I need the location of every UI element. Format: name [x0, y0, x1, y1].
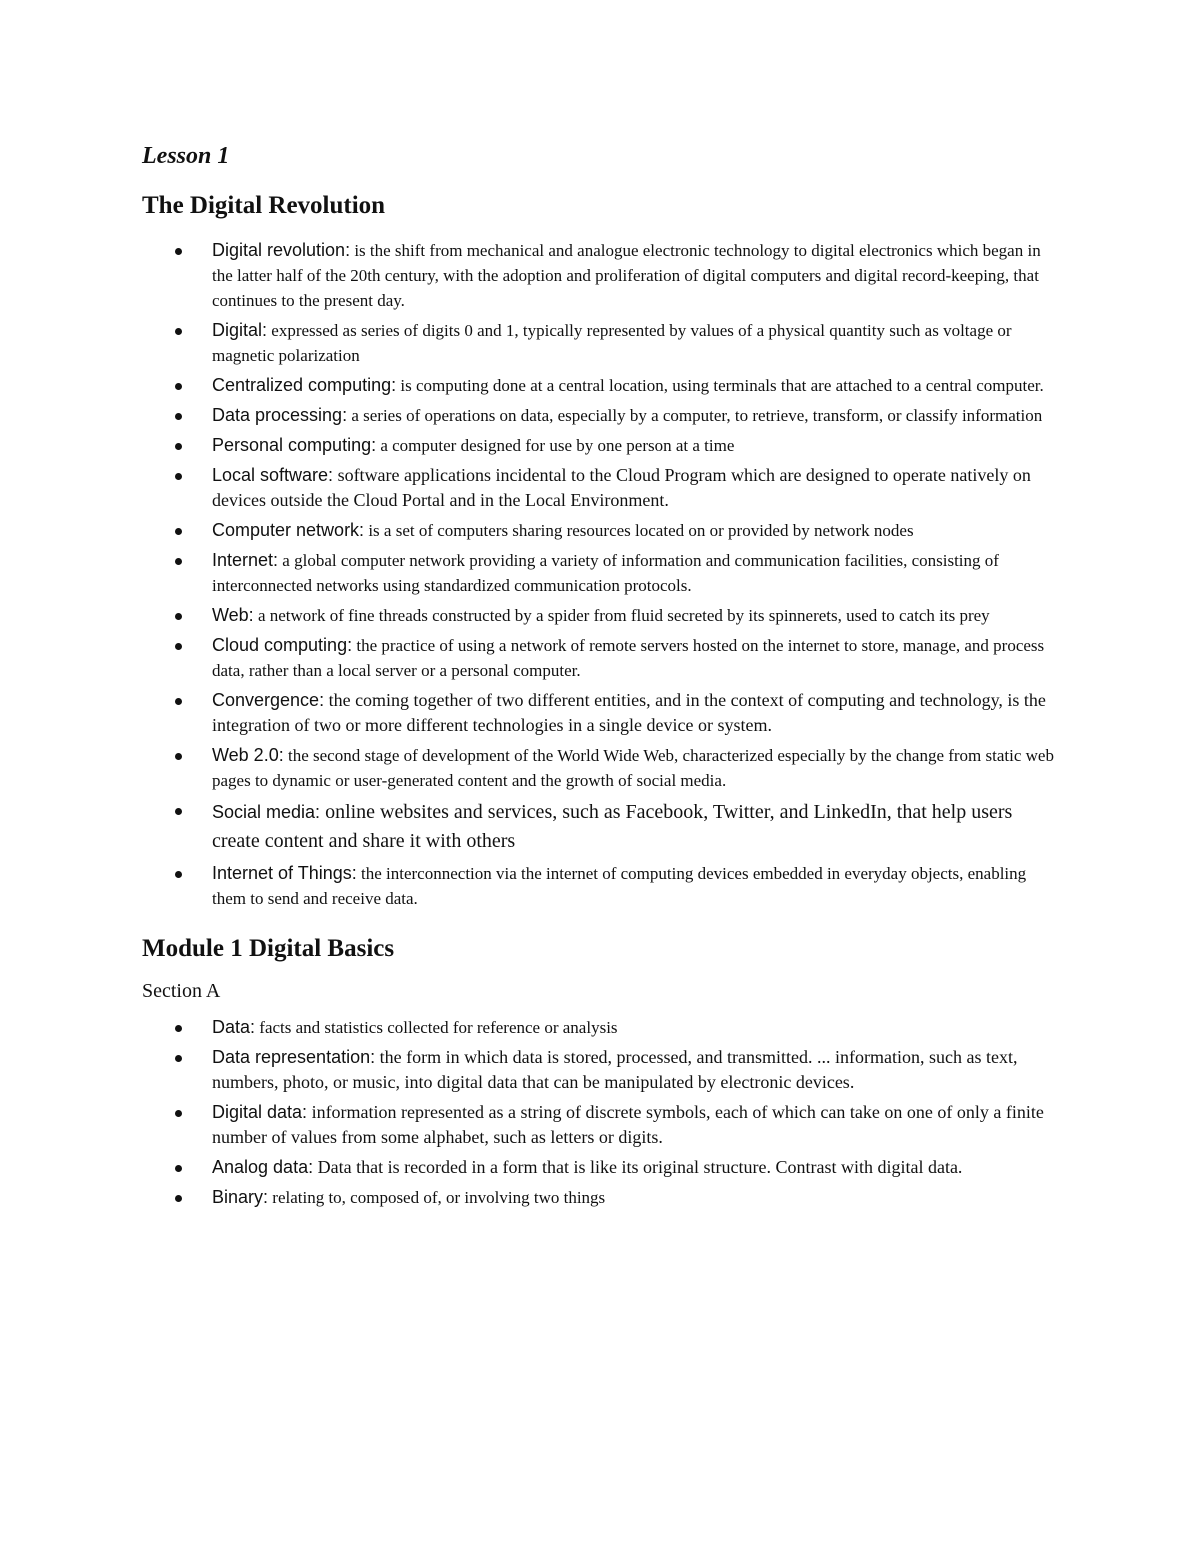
definition: the interconnection via the internet of computing devices embedded in everyday objects, enabling them to send and receive data. — [212, 864, 1027, 908]
bullet-icon — [175, 1195, 182, 1202]
term: Social media: — [212, 802, 321, 822]
bullet-icon — [175, 1110, 182, 1117]
list-item — [142, 1045, 1062, 1095]
bullet-icon — [175, 473, 182, 480]
module-title: Module 1 Digital Basics — [142, 935, 395, 962]
bullet-icon — [175, 698, 182, 705]
term: Cloud computing: — [212, 635, 353, 655]
list-item — [142, 1185, 1062, 1210]
definition: a computer designed for use by one person at a time — [376, 436, 735, 455]
term: Binary: — [212, 1187, 269, 1207]
term: Data processing: — [212, 405, 348, 425]
bullet-icon — [175, 443, 182, 450]
bullet-icon — [175, 808, 182, 815]
definition: is computing done at a central location, using terminals that are attached to a central computer. — [396, 376, 1044, 395]
bullet-icon — [175, 528, 182, 535]
bullet-icon — [175, 1055, 182, 1062]
lesson-term-list — [142, 238, 1062, 911]
list-item — [142, 603, 1062, 628]
definition: Data that is recorded in a form that is like its original structure. Contrast with digital data. — [313, 1157, 963, 1177]
term: Digital revolution: — [212, 240, 351, 260]
definition: facts and statistics collected for reference or analysis — [255, 1018, 618, 1037]
definition: is a set of computers sharing resources located on or provided by network nodes — [364, 521, 914, 540]
term: Local software: — [212, 465, 334, 485]
list-item — [142, 318, 1062, 368]
bullet-icon — [175, 871, 182, 878]
lesson-label: Lesson 1 — [142, 143, 230, 169]
bullet-icon — [175, 1165, 182, 1172]
definition: the practice of using a network of remote servers hosted on the internet to store, manage, and process data, rather than a local server or a personal computer. — [212, 636, 1045, 680]
bullet-icon — [175, 328, 182, 335]
bullet-icon — [175, 558, 182, 565]
section-label: Section A — [142, 980, 221, 1002]
definition: is the shift from mechanical and analogue electronic technology to digital electronics which began in the latter half of the 20th century, with the adoption and proliferation of digital computers and digital record-keeping, that continues to the present day. — [212, 241, 1041, 310]
bullet-icon — [175, 643, 182, 650]
definition: information represented as a string of discrete symbols, each of which can take on one of only a finite number of values from some alphabet, such as letters or digits. — [212, 1102, 1044, 1147]
list-item — [142, 238, 1062, 313]
list-item — [142, 743, 1062, 793]
definition: the second stage of development of the World Wide Web, characterized especially by the change from static web pages to dynamic or user-generated content and the growth of social media. — [212, 746, 1054, 790]
list-item — [142, 1015, 1062, 1040]
term: Digital: — [212, 320, 268, 340]
term: Analog data: — [212, 1157, 314, 1177]
definition: the coming together of two different entities, and in the context of computing and technology, is the integration of two or more different technologies in a single device or system. — [212, 690, 1046, 735]
list-item — [142, 518, 1062, 543]
definition: a network of fine threads constructed by a spider from fluid secreted by its spinnerets, used to catch its prey — [253, 606, 990, 625]
module-term-list — [142, 1015, 1062, 1210]
list-item — [142, 548, 1062, 598]
list-item — [142, 373, 1062, 398]
term: Data: — [212, 1017, 256, 1037]
list-item — [142, 861, 1062, 911]
bullet-icon — [175, 248, 182, 255]
term: Convergence: — [212, 690, 325, 710]
bullet-icon — [175, 753, 182, 760]
list-item — [142, 798, 1062, 856]
list-item — [142, 633, 1062, 683]
term: Computer network: — [212, 520, 365, 540]
term: Internet: — [212, 550, 279, 570]
bullet-icon — [175, 413, 182, 420]
term: Web 2.0: — [212, 745, 284, 765]
definition: a series of operations on data, especially by a computer, to retrieve, transform, or classify information — [347, 406, 1043, 425]
bullet-icon — [175, 1025, 182, 1032]
definition: the form in which data is stored, processed, and transmitted. ... information, such as text, numbers, photo, or music, into digital data that can be manipulated by electronic devices. — [212, 1047, 1018, 1092]
list-item — [142, 688, 1062, 738]
term: Web: — [212, 605, 254, 625]
definition: software applications incidental to the Cloud Program which are designed to operate natively on devices outside the Cloud Portal and in the Local Environment. — [212, 465, 1031, 510]
list-item — [142, 433, 1062, 458]
definition: online websites and services, such as Facebook, Twitter, and LinkedIn, that help users create content and share it with others — [212, 801, 1013, 852]
list-item — [142, 463, 1062, 513]
term: Digital data: — [212, 1102, 308, 1122]
definition: relating to, composed of, or involving two things — [268, 1188, 606, 1207]
bullet-icon — [175, 383, 182, 390]
list-item — [142, 1155, 1062, 1180]
document-page — [142, 138, 1062, 1215]
term: Centralized computing: — [212, 375, 397, 395]
bullet-icon — [175, 613, 182, 620]
page-title: The Digital Revolution — [142, 192, 386, 219]
term: Personal computing: — [212, 435, 377, 455]
definition: a global computer network providing a variety of information and communication facilities, consisting of interconnected networks using standardized communication protocols. — [212, 551, 999, 595]
term: Data representation: — [212, 1047, 376, 1067]
list-item — [142, 403, 1062, 428]
list-item — [142, 1100, 1062, 1150]
term: Internet of Things: — [212, 863, 357, 883]
definition: expressed as series of digits 0 and 1, typically represented by values of a physical quantity such as voltage or magnetic polarization — [212, 321, 1012, 365]
